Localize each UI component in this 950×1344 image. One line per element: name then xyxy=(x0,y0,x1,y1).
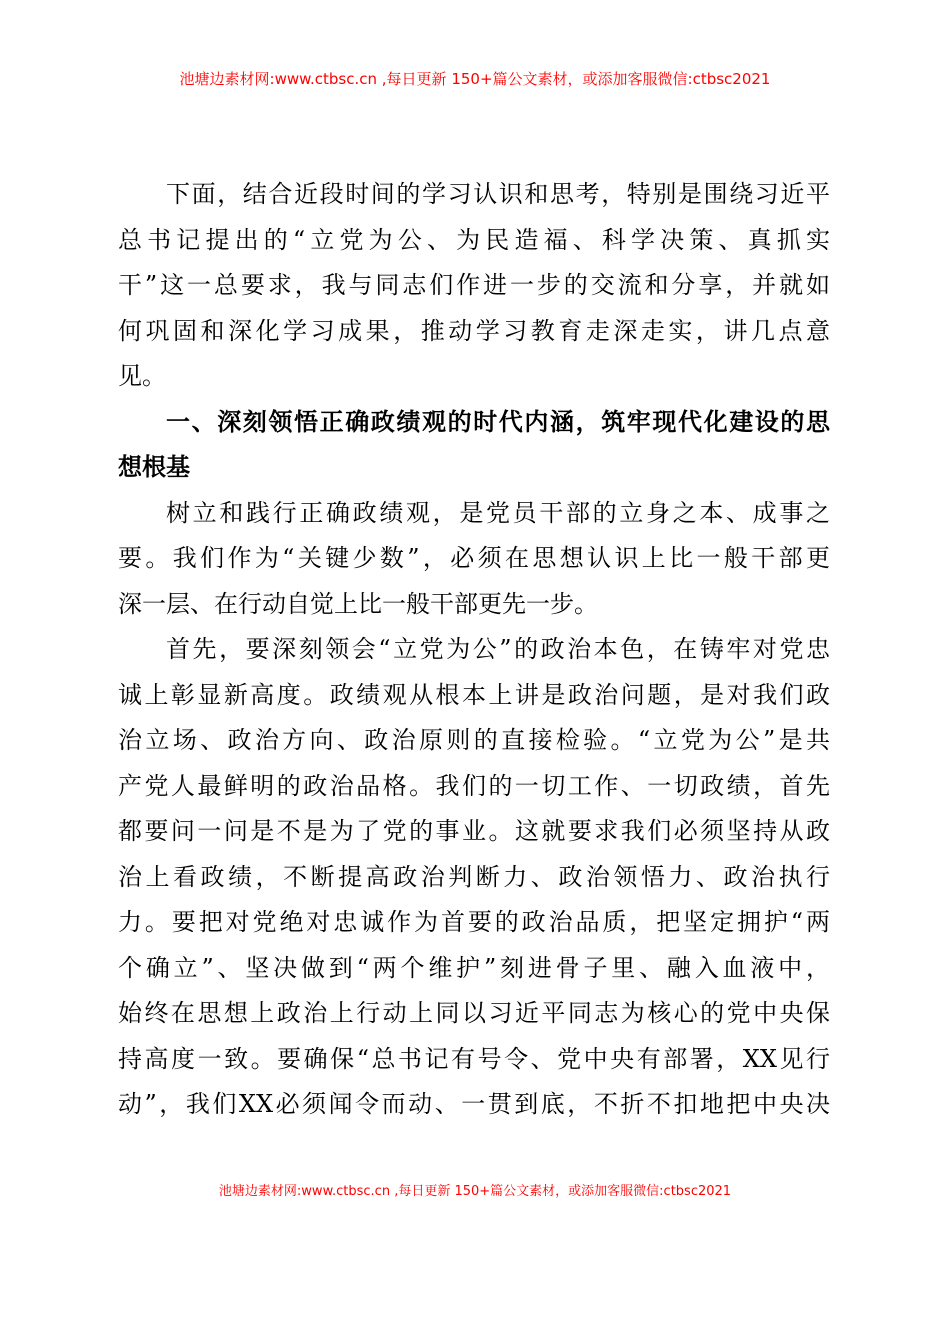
text-line: 治上看政绩，不断提高政治判断力、政治领悟力、政治执行 xyxy=(118,862,830,891)
text-line: 产党人最鲜明的政治品格。我们的一切工作、一切政绩，首先 xyxy=(118,771,830,800)
header-watermark: 池塘边素材网:www.ctbsc.cn ,每日更新 150+篇公文素材，或添加客服微信:ctbsc2021 xyxy=(179,70,771,88)
text-line: 诚上彰显新高度。政绩观从根本上讲是政治问题，是对我们政 xyxy=(118,680,830,709)
text-line: 何巩固和深化学习成果，推动学习教育走深走实，讲几点意 xyxy=(118,316,830,345)
text-line: 治立场、政治方向、政治原则的直接检验。“立党为公”是共 xyxy=(118,726,830,754)
text-line: 个确立”、坚决做到“两个维护”刻进骨子里、融入血液中， xyxy=(118,953,830,982)
text-line: 首先，要深刻领会“立党为公”的政治本色，在铸牢对党忠 xyxy=(166,635,830,663)
text-line: 树立和践行正确政绩观，是党员干部的立身之本、成事之 xyxy=(166,498,830,527)
paragraph-3 xyxy=(118,627,830,1128)
text-line: 深一层、在行动自觉上比一般干部更先一步。 xyxy=(118,589,598,618)
text-line: 总书记提出的“立党为公、为民造福、科学决策、真抓实 xyxy=(118,225,830,254)
text-line: 始终在思想上政治上行动上同以习近平同志为核心的党中央保 xyxy=(118,999,830,1027)
heading-line: 想根基 xyxy=(118,453,190,481)
paragraph-2 xyxy=(118,491,830,628)
section-heading xyxy=(118,400,830,491)
heading-line: 一、深刻领悟正确政绩观的时代内涵，筑牢现代化建设的思 xyxy=(166,407,830,436)
text-line: 要。我们作为“关键少数”，必须在思想认识上比一般干部更 xyxy=(118,544,830,572)
text-line: 持高度一致。要确保“总书记有号令、党中央有部署，XX见行 xyxy=(118,1044,830,1073)
document-body xyxy=(118,172,830,1128)
footer-watermark: 池塘边素材网:www.ctbsc.cn ,每日更新 150+篇公文素材，或添加客服微信:ctbsc2021 xyxy=(218,1184,732,1199)
text-line: 下面，结合近段时间的学习认识和思考，特别是围绕习近平 xyxy=(166,180,830,208)
text-line: 都要问一问是不是为了党的事业。这就要求我们必须坚持从政 xyxy=(118,817,830,845)
text-line: 动”，我们XX必须闻令而动、一贯到底，不折不扣地把中央决 xyxy=(118,1090,830,1118)
text-line: 力。要把对党绝对忠诚作为首要的政治品质，把坚定拥护“两 xyxy=(118,908,830,936)
paragraph-intro xyxy=(118,172,830,400)
text-line: 干”这一总要求，我与同志们作进一步的交流和分享，并就如 xyxy=(118,271,830,299)
text-line: 见。 xyxy=(118,362,166,390)
